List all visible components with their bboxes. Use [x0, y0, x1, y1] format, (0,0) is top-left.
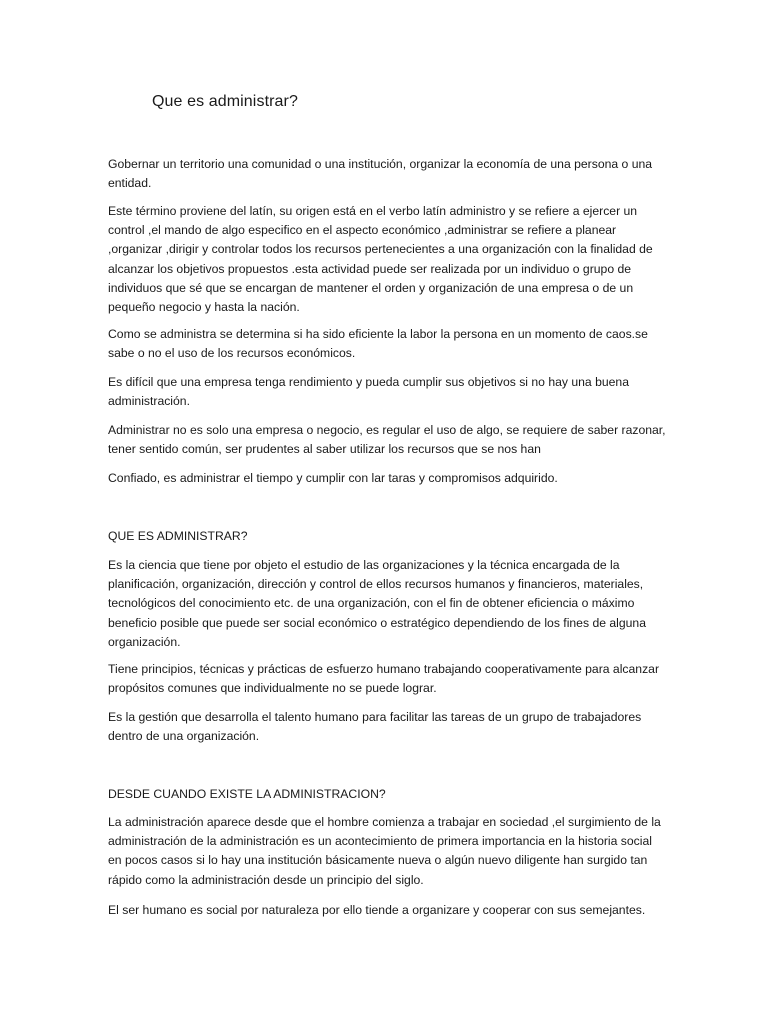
paragraph: La administración aparece desde que el hombre comienza a trabajar en sociedad ,el surgimiento de la administración de la administración es un acontecimiento de primera importancia en la historia social en pocos casos si lo hay una institución básicamente nueva o algún nuevo diligente han surgido tan rápido como la administración desde un principio del siglo.: [108, 815, 661, 887]
paragraph: Gobernar un territorio una comunidad o una institución, organizar la economía de una persona o una entidad.: [108, 157, 653, 191]
section-heading: QUE ES ADMINISTRAR?: [108, 529, 248, 543]
paragraph: Es la gestión que desarrolla el talento humano para facilitar las tareas de un grupo de trabajadores dentro de una organización.: [108, 710, 642, 744]
paragraph: Tiene principios, técnicas y prácticas de esfuerzo humano trabajando cooperativamente para alcanzar propósitos comunes que individualmente no se puede lograr.: [108, 662, 660, 696]
section-heading: DESDE CUANDO EXISTE LA ADMINISTRACION?: [108, 787, 386, 801]
paragraph: Es la ciencia que tiene por objeto el estudio de las organizaciones y la técnica encargada de la planificación, organización, dirección y control de ellos recursos humanos y financieros, materiales, tecnológicos del conocimiento etc. de una organización, con el fin de obtener eficiencia o máximo beneficio posible que puede ser social económico o estratégico dependiendo de los fines de alguna organización.: [108, 558, 646, 649]
paragraph: Este término proviene del latín, su origen está en el verbo latín administro y se refiere a ejercer un control ,el mando de algo especifico en el aspecto económico ,administrar se refiere a planear ,organizar ,dirigir y controlar todos los recursos pertenecientes a una organización con la finalidad de alcanzar los objetivos propuestos .esta actividad puede ser realizada por un individuo o grupo de individuos que sé que se encargan de mantener el orden y organización de una empresa o de un pequeño negocio y hasta la nación.: [108, 204, 653, 315]
paragraph: El ser humano es social por naturaleza por ello tiende a organizare y cooperar con sus semejantes.: [108, 903, 646, 917]
document-title: Que es administrar?: [152, 93, 298, 110]
paragraph: Administrar no es solo una empresa o negocio, es regular el uso de algo, se requiere de saber razonar, tener sentido común, ser prudentes al saber utilizar los recursos que se nos han: [108, 423, 666, 457]
paragraph: Confiado, es administrar el tiempo y cumplir con lar taras y compromisos adquirido.: [108, 471, 558, 485]
paragraph: Es difícil que una empresa tenga rendimiento y pueda cumplir sus objetivos si no hay una buena administración.: [108, 375, 629, 409]
paragraph: Como se administra se determina si ha sido eficiente la labor la persona en un momento de caos.se sabe o no el uso de los recursos económicos.: [108, 327, 648, 361]
